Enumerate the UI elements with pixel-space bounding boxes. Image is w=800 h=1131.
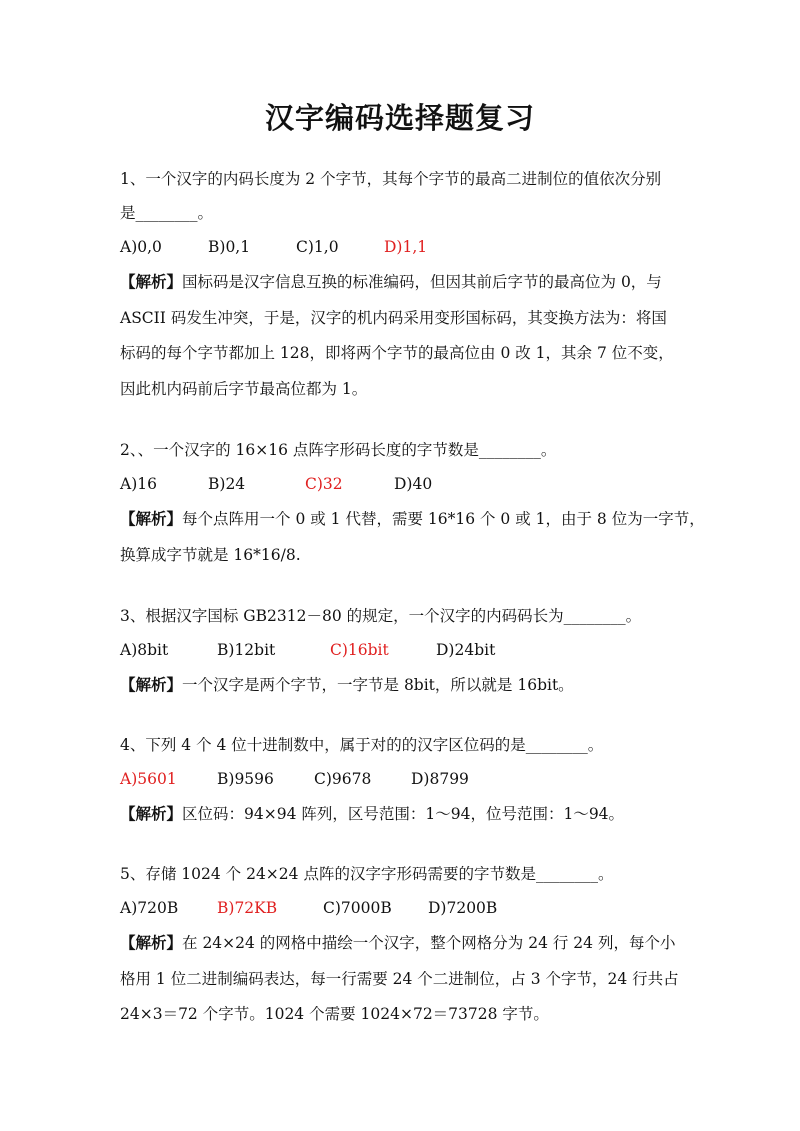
option-a: A)16: [120, 475, 157, 493]
analysis-line: ASCII 码发生冲突，于是，汉字的机内码采用变形国标码，其变换方法为：将国: [120, 308, 667, 327]
question-stem: 5、存储 1024 个 24×24 点阵的汉字字形码需要的字节数是________。: [120, 865, 614, 883]
analysis-tag: 【解析】: [120, 804, 183, 823]
option-b: B)24: [208, 475, 246, 493]
question-stem: 是________。: [120, 204, 214, 222]
analysis-line: 每个点阵用一个 0 或 1 代替，需要 16*16 个 0 或 1，由于 8 位为一字节，: [182, 510, 705, 528]
options-row: [120, 891, 690, 925]
analysis-tag: 【解析】: [120, 509, 183, 528]
question-stem: 4、下列 4 个 4 位十进制数中，属于对的的汉字区位码的是________。: [120, 736, 604, 754]
question-stem: 2、、一个汉字的 16×16 点阵字形码长度的字节数是________。: [120, 441, 557, 459]
option-d: D)1,1: [384, 238, 428, 256]
question-2: [120, 433, 705, 573]
option-c: C)1,0: [296, 238, 339, 256]
option-c: C)7000B: [323, 899, 392, 917]
option-a: A)0,0: [120, 238, 162, 256]
analysis-line: 国标码是汉字信息互换的标准编码，但因其前后字节的最高位为 0，与: [182, 273, 662, 291]
page-title: 汉字编码选择题复习: [264, 101, 535, 135]
analysis-line: 24×3＝72 个字节。1024 个需要 1024×72＝73728 字节。: [120, 1005, 549, 1023]
analysis-line: 格用 1 位二进制编码表达，每一行需要 24 个二进制位，占 3 个字节，24 行共占: [120, 969, 679, 988]
option-a: A)720B: [120, 899, 179, 917]
option-d: D)40: [394, 475, 433, 493]
option-a: A)5601: [120, 770, 177, 788]
option-d: D)7200B: [428, 899, 498, 917]
question-stem: 3、根据汉字国标 GB2312－80 的规定，一个汉字的内码码长为________。: [120, 607, 642, 625]
analysis-block: [120, 264, 690, 407]
analysis-tag: 【解析】: [120, 272, 183, 291]
analysis-block: [120, 501, 705, 573]
option-d: D)8799: [411, 770, 469, 788]
option-b: B)9596: [217, 770, 274, 788]
options-row: [120, 230, 690, 264]
question-5: [120, 857, 690, 1033]
analysis-line: 因此机内码前后字节最高位都为 1。: [120, 379, 368, 398]
analysis-line: 一个汉字是两个字节，一字节是 8bit，所以就是 16bit。: [182, 676, 574, 694]
analysis-block: [120, 925, 690, 1033]
option-d: D)24bit: [436, 641, 496, 659]
option-b: B)12bit: [217, 641, 276, 659]
question-3: [120, 599, 690, 704]
option-c: C)9678: [314, 770, 372, 788]
option-b: B)0,1: [208, 238, 251, 256]
analysis-block: [120, 667, 690, 704]
option-b: B)72KB: [217, 899, 278, 917]
option-a: A)8bit: [120, 641, 169, 659]
question-4: [120, 728, 690, 833]
analysis-line: 区位码：94×94 阵列，区号范围：1～94，位号范围：1～94。: [182, 805, 625, 823]
options-row: [120, 467, 690, 501]
option-c: C)16bit: [330, 641, 389, 659]
analysis-block: [120, 796, 690, 833]
analysis-tag: 【解析】: [120, 675, 183, 694]
question-1: [120, 162, 690, 407]
analysis-line: 在 24×24 的网格中描绘一个汉字，整个网格分为 24 行 24 列，每个小: [182, 934, 676, 952]
analysis-line: 换算成字节就是 16*16/8.: [120, 545, 301, 564]
analysis-tag: 【解析】: [120, 933, 183, 952]
options-row: [120, 762, 690, 796]
analysis-line: 标码的每个字节都加上 128，即将两个字节的最高位由 0 改 1，其余 7 位不变，: [120, 344, 674, 362]
options-row: [120, 633, 690, 667]
option-c: C)32: [305, 475, 343, 493]
question-stem: 1、一个汉字的内码长度为 2 个字节，其每个字节的最高二进制位的值依次分别: [120, 170, 662, 188]
